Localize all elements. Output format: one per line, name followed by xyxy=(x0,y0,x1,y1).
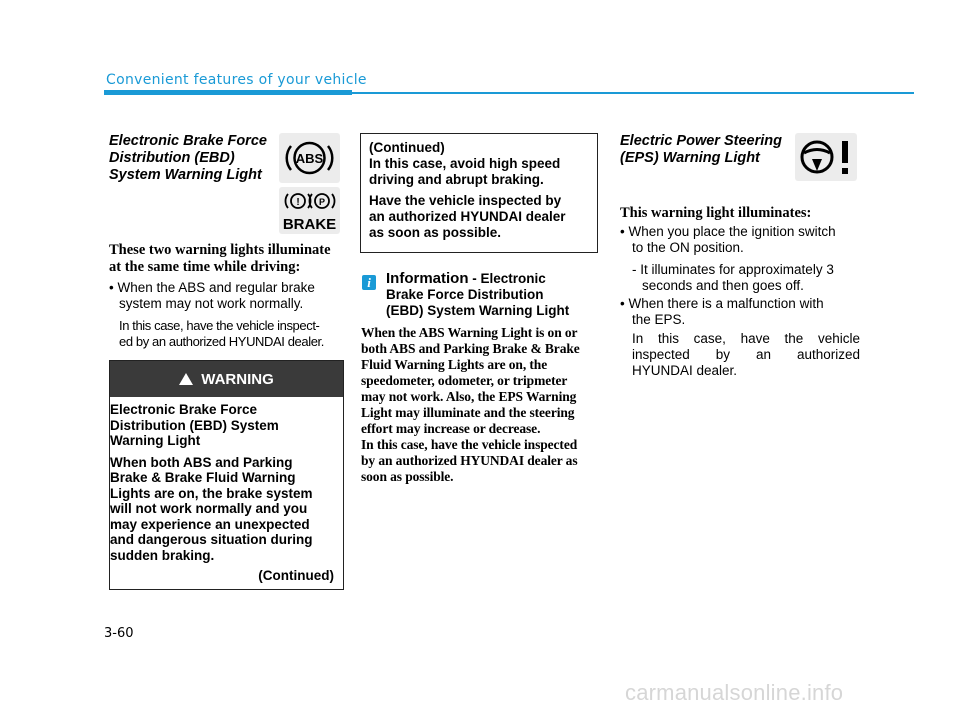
ebd-sub-text xyxy=(119,318,344,350)
eps-dash-line: seconds and then goes off. xyxy=(642,278,804,293)
ebd-title-line: System Warning Light xyxy=(109,167,262,183)
information-title-line: - Electronic xyxy=(472,271,546,286)
warning-line: Distribution (EBD) System xyxy=(110,417,279,433)
bullet-dot: • xyxy=(620,224,629,239)
ebd-section-title xyxy=(109,133,279,184)
continued-line: an authorized HYUNDAI dealer xyxy=(369,209,566,224)
continued-warning-text xyxy=(369,140,591,241)
eps-bullet-1 xyxy=(620,224,860,256)
ebd-intro xyxy=(109,242,341,276)
header-rule xyxy=(352,92,914,94)
warning-line: Lights are on, the brake system xyxy=(110,485,313,501)
ebd-title-line: Distribution (EBD) xyxy=(109,150,235,166)
information-line: Fluid Warning Lights are on, the xyxy=(361,357,548,372)
ebd-title-line: Electronic Brake Force xyxy=(109,133,267,149)
ebd-bullet-line: When the ABS and regular brake xyxy=(117,280,315,295)
bullet-dot: • xyxy=(109,280,118,295)
ebd-intro-line: These two warning lights illuminate xyxy=(109,242,331,258)
warning-line: will not work normally and you xyxy=(110,501,308,516)
information-title-line: Brake Force Distribution xyxy=(386,287,544,302)
warning-continued: (Continued) xyxy=(258,568,334,583)
warning-line: sudden braking. xyxy=(110,547,215,563)
information-title-word: Information xyxy=(386,270,469,287)
ebd-bullet xyxy=(109,280,344,312)
eps-bullet-2 xyxy=(620,296,860,328)
warning-body xyxy=(110,402,334,584)
information-paragraph-1 xyxy=(361,325,601,437)
continued-line: as soon as possible. xyxy=(369,225,502,240)
warning-label: WARNING xyxy=(201,370,274,388)
continued-line: driving and abrupt braking. xyxy=(369,172,544,187)
eps-bullet-line: When there is a malfunction with xyxy=(628,296,824,311)
warning-line: may experience an unexpected xyxy=(110,516,310,532)
information-line: effort may increase or decrease. xyxy=(361,421,541,436)
warning-header xyxy=(110,361,343,397)
warning-line: and dangerous situation during xyxy=(110,532,313,547)
eps-warning-icon xyxy=(795,133,857,181)
continued-line: In this case, avoid high speed xyxy=(369,156,561,171)
information-line: by an authorized HYUNDAI dealer as xyxy=(361,453,578,468)
warning-line: Warning Light xyxy=(110,433,201,448)
information-paragraph-2 xyxy=(361,437,601,485)
information-line: When the ABS Warning Light is on or xyxy=(361,325,578,340)
watermark: carmanualsonline.info xyxy=(625,680,844,705)
warning-line: When both ABS and Parking xyxy=(110,454,293,470)
information-line: soon as possible. xyxy=(361,469,454,484)
information-title-line: (EBD) System Warning Light xyxy=(386,303,570,318)
information-icon: i xyxy=(362,275,376,290)
eps-intro: This warning light illuminates: xyxy=(620,205,812,221)
eps-sub-line: In this case, have the vehicle xyxy=(632,331,860,346)
ebd-sub-line: In this case, have the vehicle inspect- xyxy=(119,318,320,333)
information-line: In this case, have the vehicle inspected xyxy=(361,437,578,452)
abs-icon-label: ABS xyxy=(295,151,324,166)
eps-dash-line: - It illuminates for approximately 3 xyxy=(632,262,834,277)
eps-sub-line: HYUNDAI dealer. xyxy=(632,363,738,378)
brake-warning-icon xyxy=(279,187,340,234)
eps-title-line: Electric Power Steering xyxy=(620,133,782,149)
svg-text:!: ! xyxy=(296,197,300,208)
ebd-bullet-line: system may not work normally. xyxy=(119,296,304,311)
eps-section-title xyxy=(620,133,795,167)
information-line: Light may illuminate and the steering xyxy=(361,405,575,420)
bullet-dot: • xyxy=(620,296,629,311)
eps-sub-text xyxy=(632,331,860,379)
eps-sub-line: inspected by an authorized xyxy=(632,347,860,362)
abs-warning-icon xyxy=(279,133,340,183)
information-line: both ABS and Parking Brake & Brake xyxy=(361,341,580,356)
information-line: speedometer, odometer, or tripmeter xyxy=(361,373,568,388)
information-line: may not work. Also, the EPS Warning xyxy=(361,389,577,404)
eps-dash-item xyxy=(632,262,860,294)
svg-text:P: P xyxy=(318,197,326,207)
warning-triangle-icon xyxy=(179,373,193,385)
ebd-sub-line: ed by an authorized HYUNDAI dealer. xyxy=(119,334,324,349)
section-header-title: Convenient features of your vehicle xyxy=(106,72,367,88)
brake-icon-label: BRAKE xyxy=(282,216,337,233)
eps-bullet-line: to the ON position. xyxy=(632,240,744,255)
continued-line: Have the vehicle inspected by xyxy=(369,193,562,208)
eps-bullet-line: the EPS. xyxy=(632,312,686,327)
warning-line: Brake & Brake Fluid Warning xyxy=(110,470,296,485)
information-title xyxy=(386,271,596,319)
ebd-intro-line: at the same time while driving: xyxy=(109,259,301,275)
eps-bullet-line: When you place the ignition switch xyxy=(628,224,836,239)
page-number: 3-60 xyxy=(104,626,134,641)
header-accent-bar xyxy=(104,90,352,95)
warning-line: Electronic Brake Force xyxy=(110,402,258,417)
eps-title-line: (EPS) Warning Light xyxy=(620,150,760,166)
continued-line: (Continued) xyxy=(369,140,445,155)
